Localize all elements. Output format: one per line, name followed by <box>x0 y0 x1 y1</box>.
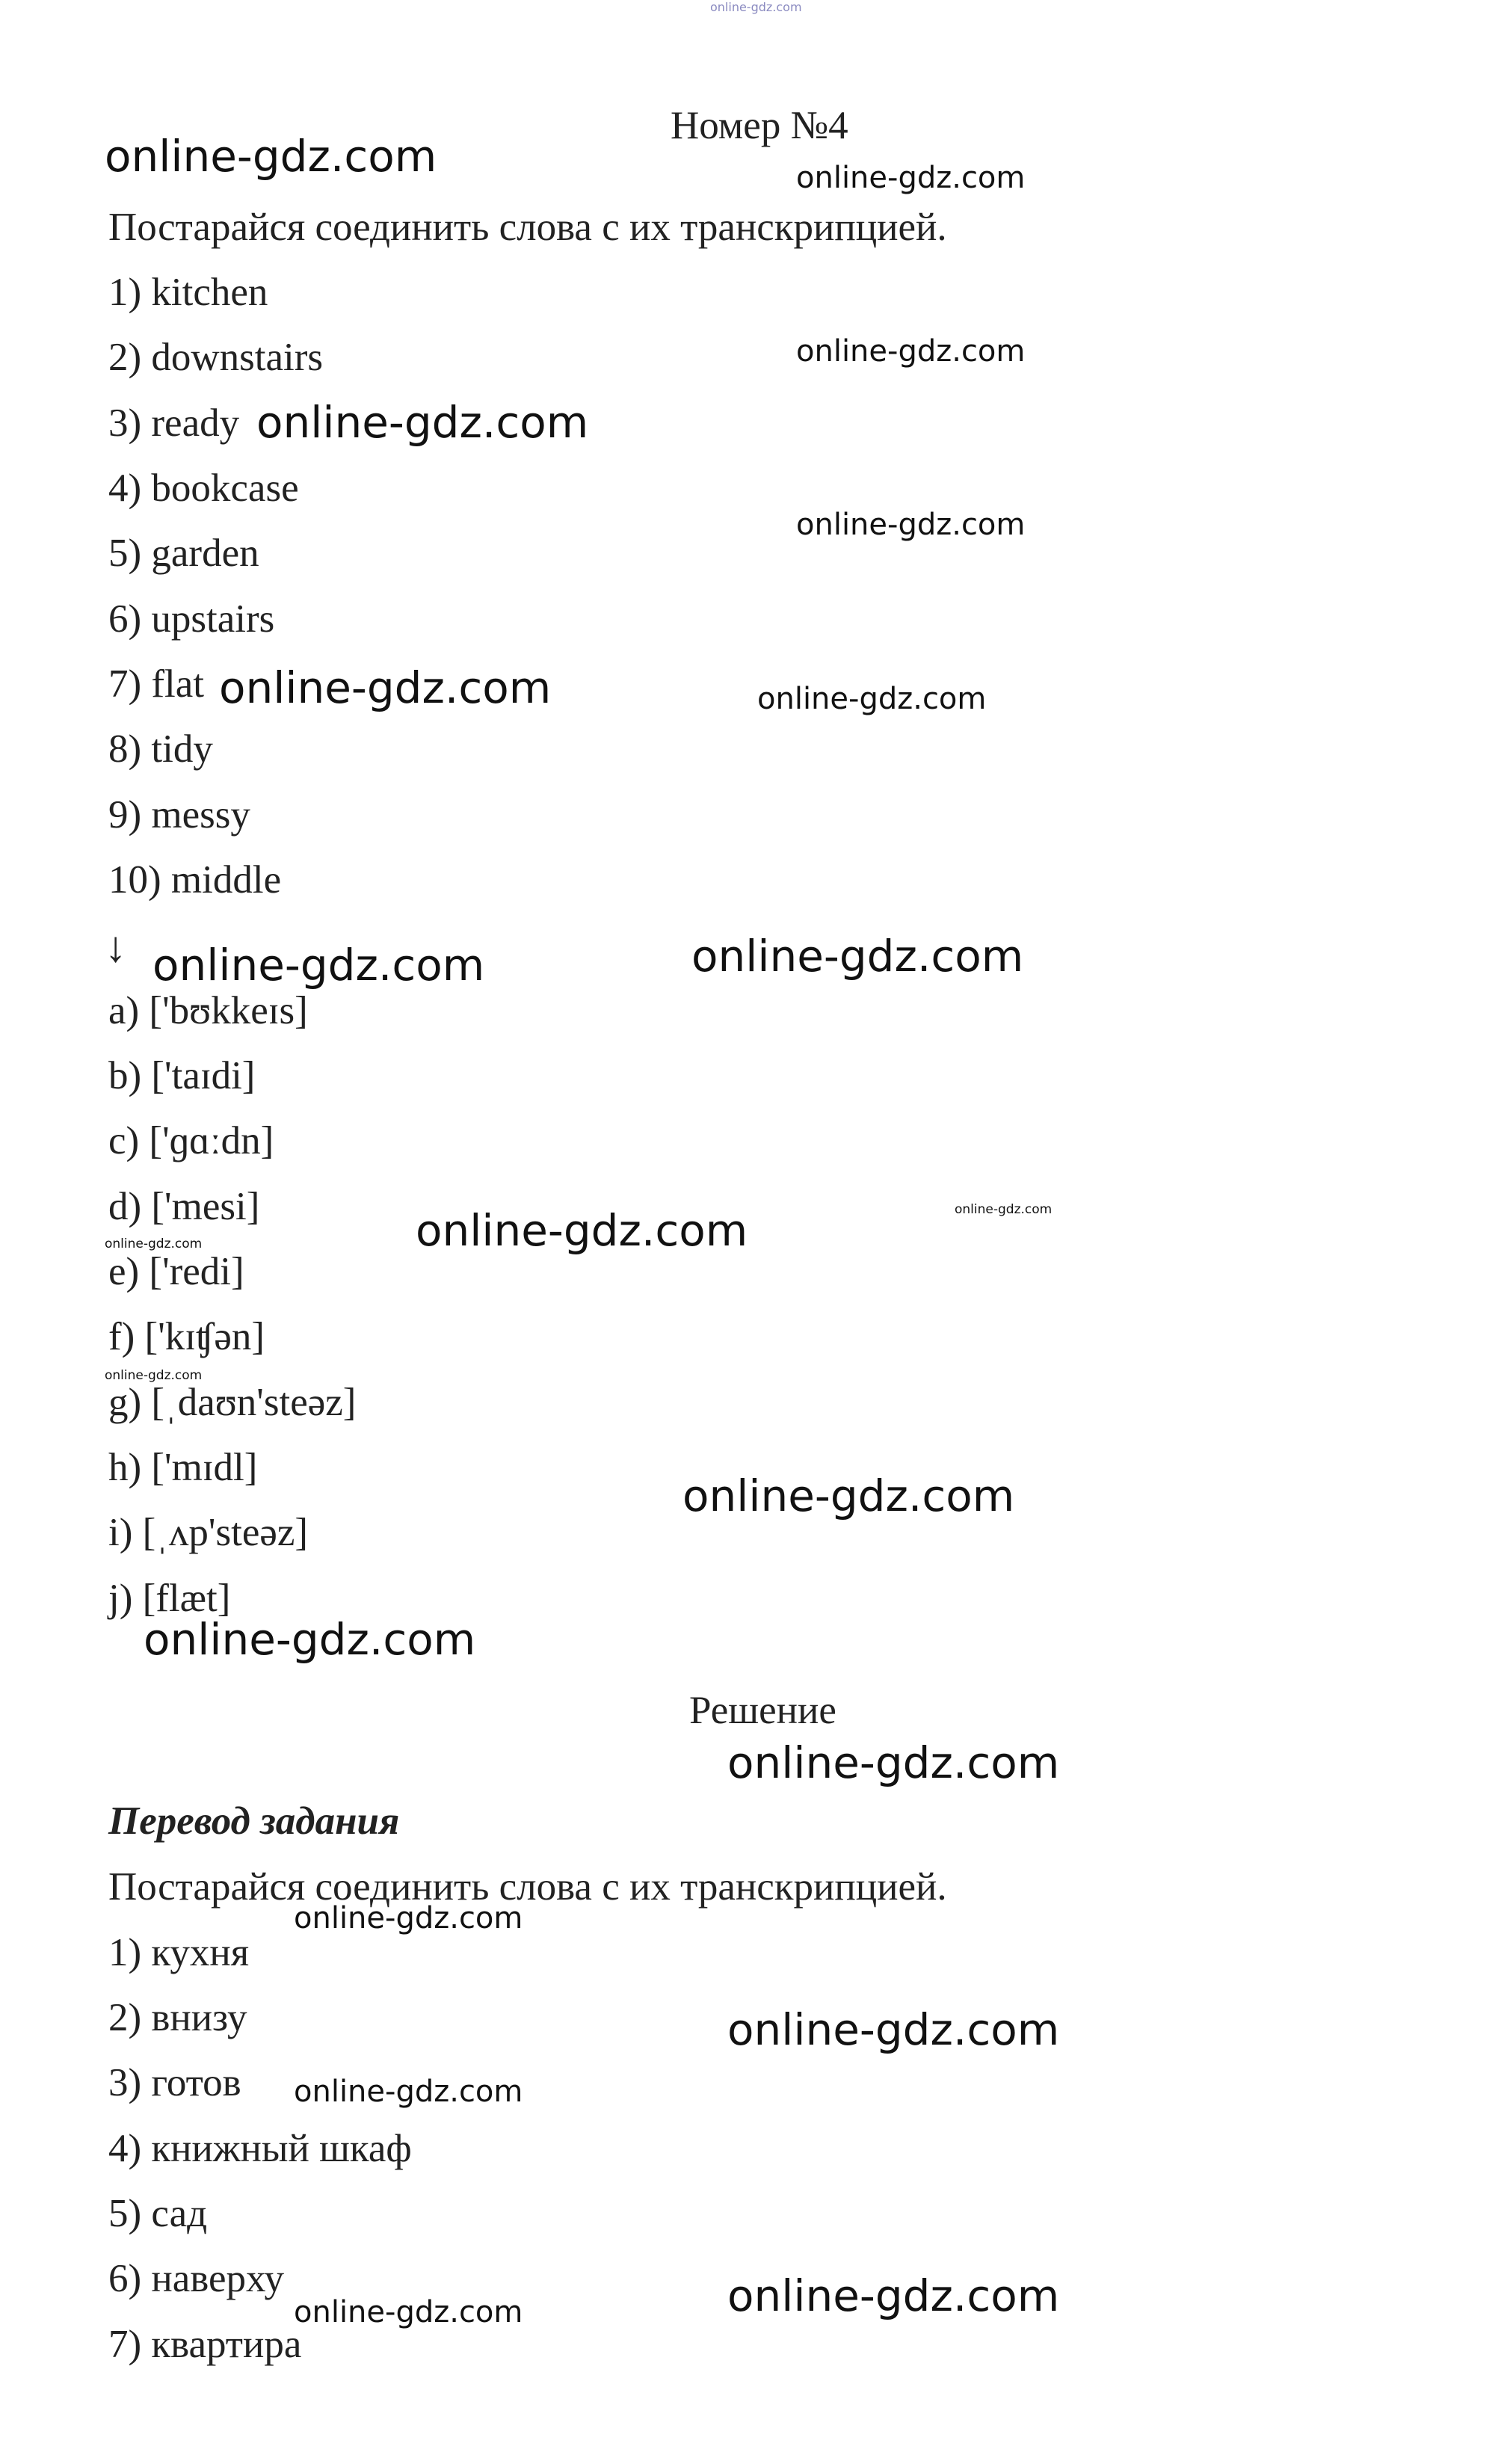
translation-item: 7) квартира <box>108 2323 302 2366</box>
watermark: online-gdz.com <box>105 131 437 182</box>
translation-item: 3) готов <box>108 2061 241 2104</box>
translation-item: 5) сад <box>108 2192 208 2235</box>
watermark: online-gdz.com <box>105 1236 203 1251</box>
watermark: online-gdz.com <box>727 2270 1060 2321</box>
watermark: online-gdz.com <box>682 1470 1015 1521</box>
transcription-item: i) [ˌʌp'steəz] <box>108 1511 309 1554</box>
word-item: 6) upstairs <box>108 597 275 641</box>
watermark: online-gdz.com <box>294 2075 523 2109</box>
word-item: 2) downstairs <box>108 336 324 379</box>
word-item: 8) tidy <box>108 727 213 771</box>
watermark: online-gdz.com <box>294 2295 523 2329</box>
word-item: 3) ready <box>108 401 240 445</box>
word-item: 7) flat <box>108 662 205 706</box>
translation-item: 2) внизу <box>108 1996 247 2039</box>
watermark: online-gdz.com <box>796 508 1026 542</box>
watermark: online-gdz.com <box>294 1901 523 1935</box>
watermark: online-gdz.com <box>691 931 1024 982</box>
watermark: online-gdz.com <box>256 397 589 448</box>
watermark: online-gdz.com <box>727 2004 1060 2055</box>
word-item: 9) messy <box>108 793 250 837</box>
watermark: online-gdz.com <box>152 940 485 991</box>
watermark: online-gdz.com <box>727 1737 1060 1788</box>
watermark-top: online-gdz.com <box>710 0 802 14</box>
transcription-item: j) [flæt] <box>108 1577 231 1620</box>
word-item: 4) bookcase <box>108 466 299 510</box>
watermark: online-gdz.com <box>796 334 1026 369</box>
transcription-item: b) ['taɪdi] <box>108 1054 256 1097</box>
transcription-item: e) ['redi] <box>108 1250 244 1293</box>
word-item: 1) kitchen <box>108 271 268 314</box>
page-title: Номер №4 <box>671 104 848 147</box>
word-item: 5) garden <box>108 532 259 575</box>
watermark: online-gdz.com <box>144 1614 476 1665</box>
transcription-item: a) ['bʊkkeɪs] <box>108 989 308 1032</box>
watermark: online-gdz.com <box>955 1202 1053 1217</box>
transcription-item: g) [ˌdaʊn'steəz] <box>108 1381 357 1424</box>
transcription-item: h) ['mɪdl] <box>108 1446 258 1489</box>
translation-heading: Перевод задания <box>108 1799 400 1843</box>
transcription-item: f) ['kɪʧən] <box>108 1315 265 1358</box>
translation-item: 1) кухня <box>108 1931 250 1974</box>
solution-instruction: Постарайся соединить слова с их транскрипцией. <box>108 1865 947 1909</box>
instruction-text: Постарайся соединить слова с их транскрипцией. <box>108 206 947 249</box>
watermark: online-gdz.com <box>105 1368 203 1383</box>
watermark: online-gdz.com <box>416 1205 748 1256</box>
down-arrow-icon: ↓ <box>105 923 126 971</box>
word-item: 10) middle <box>108 858 282 902</box>
watermark: online-gdz.com <box>757 682 987 716</box>
transcription-item: d) ['mesi] <box>108 1185 260 1228</box>
translation-item: 4) книжный шкаф <box>108 2127 412 2170</box>
transcription-item: c) ['ɡɑːdn] <box>108 1119 274 1162</box>
solution-heading: Решение <box>689 1689 836 1732</box>
translation-item: 6) наверху <box>108 2257 285 2300</box>
watermark: online-gdz.com <box>796 161 1026 195</box>
watermark: online-gdz.com <box>219 662 552 713</box>
